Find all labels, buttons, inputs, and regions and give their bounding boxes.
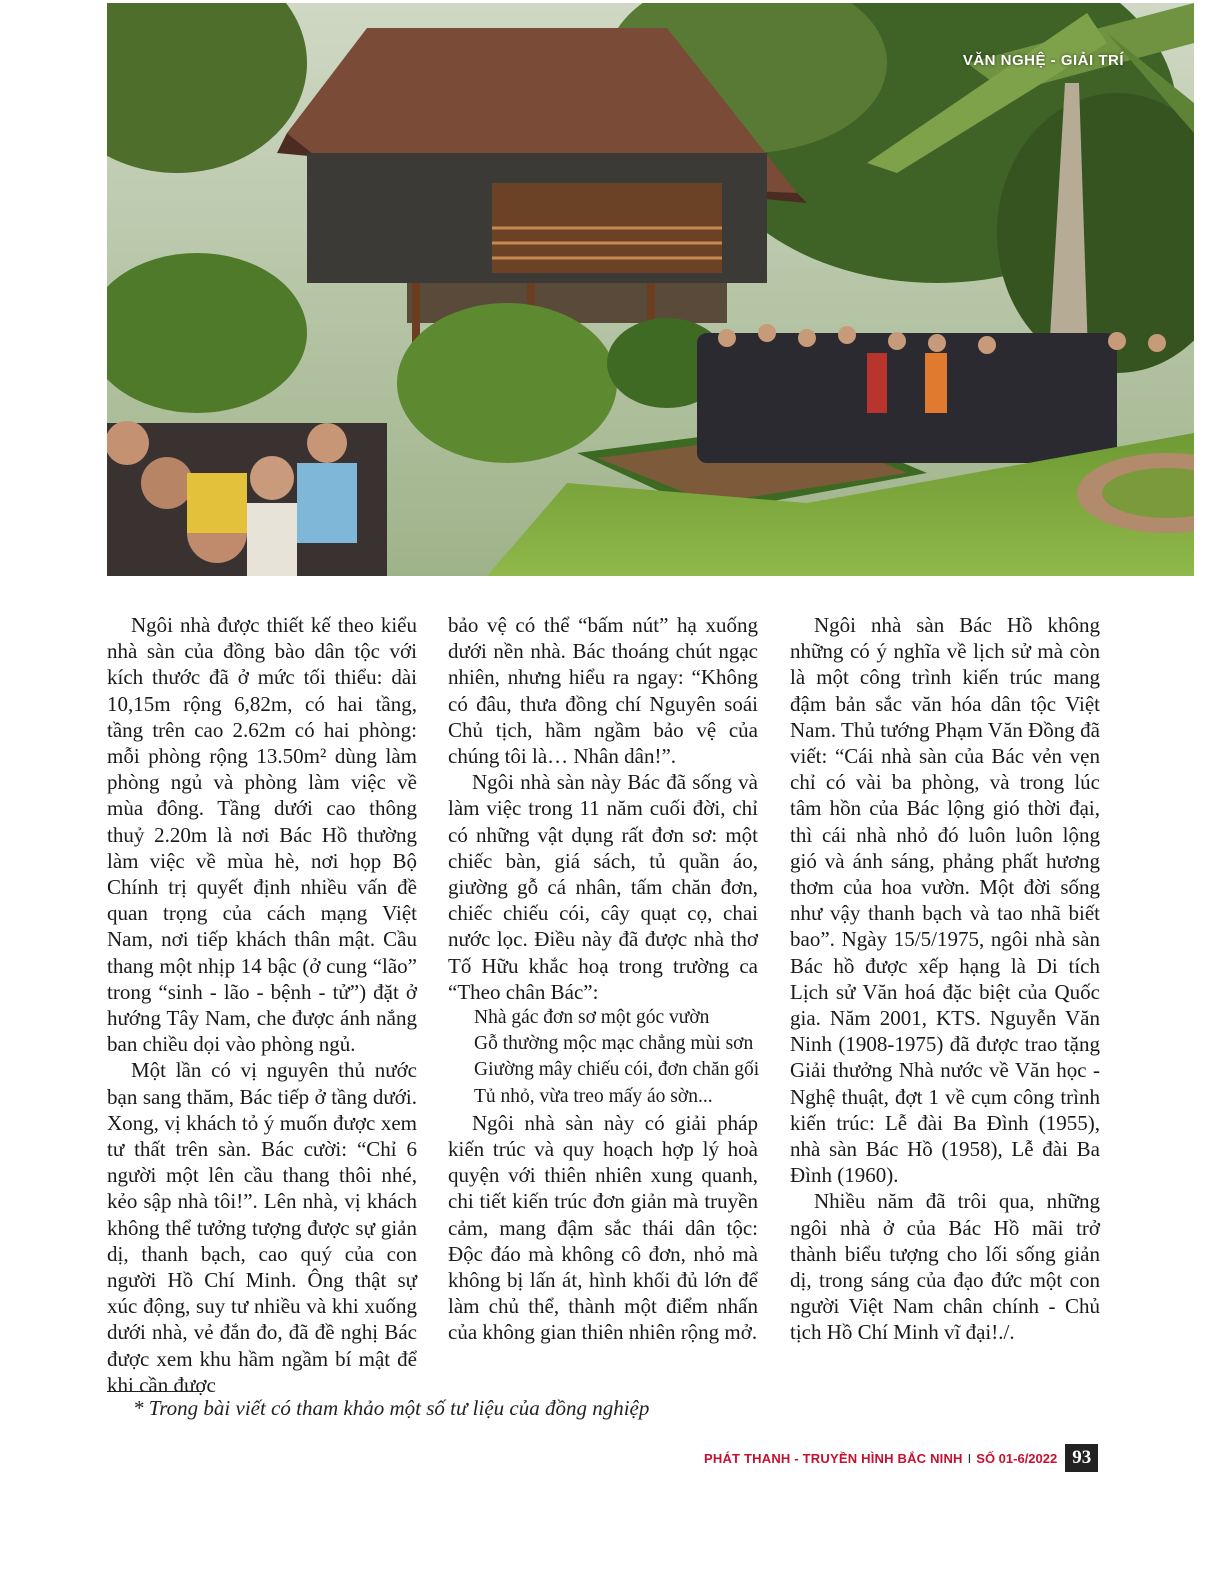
paragraph-house-design: Ngôi nhà được thiết kế theo kiểu nhà sàn của đồng bào dân tộc với kích thước đã ở mức tối thiểu: dài 10,15m rộng 6,82m, có hai tầng, tầng trên cao 2.62m có hai phòng: mỗi phòng rộng 13.50m² dùng làm phòng ngủ và phòng làm việc về mùa đông. Tầng dưới cao thông thuỷ 2.20m là nơi Bác Hồ thường làm việc về mùa hè, nơi họp Bộ Chính trị quyết định nhiều vấn đề quan trọng của cách mạng Việt Nam, nơi tiếp khách thân mật. Cầu thang một nhịp 14 bậc (ở cung “lão” trong “sinh - lão - bệnh - tử”) đặt ở hướng Tây Nam, che được ánh nắng ban chiều dọi vào phòng ngủ. (107, 613, 417, 1057)
paragraph-continuation: bảo vệ có thể “bấm nút” hạ xuống dưới nền nhà. Bác thoáng chút ngạc nhiên, nhưng hiểu ra ngay: “Không có đâu, thưa đồng chí Nguyên soái Chủ tịch, hầm ngầm bảo vệ của chúng tôi là… Nhân dân!”. (448, 613, 758, 769)
poem-line: Nhà gác đơn sơ một góc vườn (474, 1007, 710, 1029)
poem-line: Giường mây chiếu cói, đơn chăn gối (474, 1059, 760, 1081)
poem-line: Gỗ thường mộc mạc chẳng mùi sơn (474, 1033, 754, 1055)
page-number: 93 (1065, 1444, 1098, 1472)
stilt-house-photo (107, 3, 1194, 576)
paragraph-significance: Ngôi nhà sàn Bác Hồ không những có ý nghĩa về lịch sử mà còn là một công trình kiến trúc mang đậm bản sắc văn hóa dân tộc Việt Nam. Thủ tướng Phạm Văn Đồng đã viết: “Cái nhà sàn của Bác vẻn vẹn chỉ có vài ba phòng, và trong lúc tâm hồn của Bác lộng gió thời đại, thì cái nhà nhỏ đó luôn luôn lộng gió và ánh sáng, phảng phất hương thơm của hoa vườn. Một đời sống như vậy thanh bạch và tao nhã biết bao”. Ngày 15/5/1975, ngôi nhà sàn Bác hồ được xếp hạng là Di tích Lịch sử Văn hoá đặc biệt của Quốc gia. Năm 2001, KTS. Nguyễn Văn Ninh (1908-1975) đã được trao tặng Giải thưởng Nhà nước về Văn học - Nghệ thuật, đợt 1 về cụm công trình kiến trúc: Lễ đài Ba Đình (1955), nhà sàn Bác Hồ (1958), Lễ đài Ba Đình (1960). (790, 613, 1100, 1188)
publication-name: PHÁT THANH - TRUYỀN HÌNH BẮC NINH (704, 1450, 963, 1466)
footnote-divider (107, 1391, 203, 1392)
issue-number: SỐ 01-6/2022 (976, 1450, 1058, 1466)
text-column-1 (107, 612, 417, 1398)
photo-illustration (107, 3, 1194, 576)
text-column-3 (790, 612, 1100, 1346)
page-footer (704, 1444, 1098, 1472)
paragraph-belongings: Ngôi nhà sàn này Bác đã sống và làm việc trong 11 năm cuối đời, chỉ có những vật dụng rất đơn sơ: một chiếc bàn, giá sách, tủ quần áo, giường gỗ cá nhân, tấm chăn đơn, chiếc chiếu cói, cây quạt cọ, chai nước lọc. Điều này đã được nhà thơ Tố Hữu khắc hoạ trong trường ca “Theo chân Bác”: (448, 770, 758, 1004)
section-label: VĂN NGHỆ - GIẢI TRÍ (962, 52, 1124, 69)
poem-excerpt (448, 1005, 758, 1110)
text-column-2 (448, 612, 758, 1346)
footer-separator: I (967, 1450, 972, 1466)
poem-line: Tủ nhỏ, vừa treo mấy áo sờn... (474, 1085, 713, 1107)
paragraph-architecture: Ngôi nhà sàn này có giải pháp kiến trúc và quy hoạch hợp lý hoà quyện với thiên nhiên xung quanh, chi tiết kiến trúc đơn giản mà truyền cảm, mang đậm sắc thái dân tộc: Độc đáo mà không cô đơn, nhỏ mà không bị lấn át, hình khối đủ lớn để làm chủ thể, thành một điểm nhấn của không gian thiên nhiên rộng mở. (448, 1110, 758, 1345)
paragraph-foreign-visitor: Một lần có vị nguyên thủ nước bạn sang thăm, Bác tiếp ở tầng dưới. Xong, vị khách tỏ ý muốn được xem tư thất trên sàn. Bác cười: “Chỉ 6 người một lên cầu thang thôi nhé, kẻo sập nhà tôi!”. Lên nhà, vị khách không thể tưởng tượng được sự giản dị, thanh bạch, cao quý của con người Hồ Chí Minh. Ông thật sự xúc động, suy tư nhiều và khi xuống dưới nhà, vẻ đắn đo, đã đề nghị Bác được xem khu hầm ngầm bí mật để khi cần được (107, 1058, 417, 1397)
paragraph-conclusion: Nhiều năm đã trôi qua, những ngôi nhà ở của Bác Hồ mãi trở thành biểu tượng cho lối sống giản dị, trong sáng của đạo đức một con người Việt Nam chân chính - Chủ tịch Hồ Chí Minh vĩ đại!./. (790, 1189, 1100, 1345)
footnote: * Trong bài viết có tham khảo một số tư liệu của đồng nghiệp (133, 1396, 650, 1420)
